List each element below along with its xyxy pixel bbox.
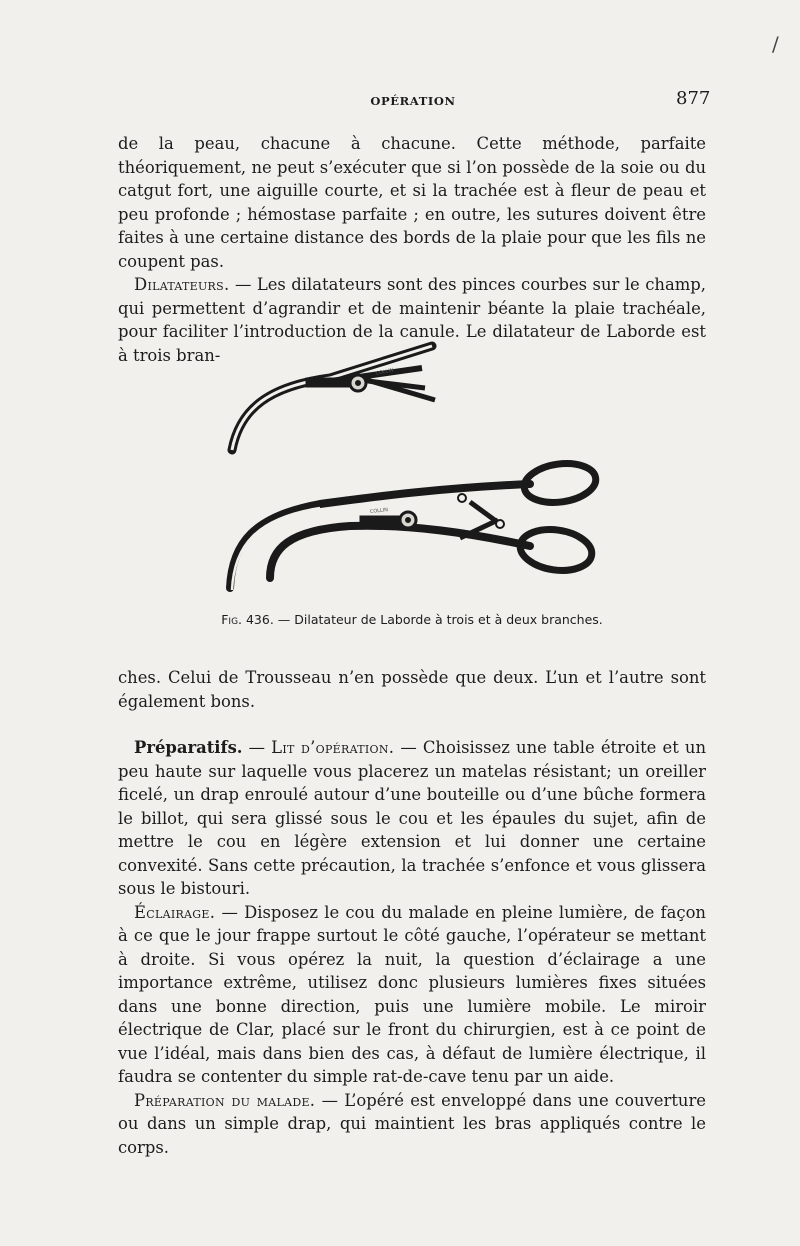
page-number: 877 (676, 88, 711, 109)
term-preparatifs: Préparatifs. (134, 738, 243, 757)
running-header: OPÉRATION (370, 94, 456, 108)
paragraph-preparatifs: Préparatifs. — Lit d’opération. — Choisissez une table étroite et un peu haute sur laquelle vous placerez un matelas résistant; un oreiller ficelé, un drap enroulé autour d’une bouteille ou d’une bûche formera le billot, qui sera glissé sous le cou et les épaules du sujet, afin de mettre le cou en légère extension et lui donner une certaine convexité. Sans cette précaution, la trachée s’enfonce et vous glissera sous le bistouri. (118, 738, 707, 898)
two-branch-dilator (230, 459, 598, 590)
term-preparation-malade: Préparation du malade. (134, 1090, 316, 1110)
section-preparatifs (118, 736, 706, 1159)
dilator-illustration (210, 338, 610, 608)
dilatateurs-text: — Les dilatateurs sont des pinces courbes sur le champ, qui permettent d’agrandir et de maintenir béante la plaie trachéale, pour faciliter l’introduction de la canule. Le dilatateur de Laborde est à trois bran- (118, 275, 706, 365)
preparation-malade-text: — L’opéré est enveloppé dans une couverture ou dans un simple drap, qui maintient les bras appliqués contre le corps. (118, 1090, 706, 1157)
preparatifs-text: — Choisissez une table étroite et un peu haute sur laquelle vous placerez un matelas résistant; un oreiller ficelé, un drap enroulé autour d’une bouteille ou d’une bûche formera le billot, qui sera glissé sous le cou et les épaules du sujet, afin de mettre le cou en légère extension et lui donner une certaine convexité. Sans cette précaution, la trachée s’enfonce et vous glissera sous le bistouri. (118, 738, 707, 898)
paragraph-trousseau (118, 666, 706, 713)
paragraph-trousseau-text: ches. Celui de Trousseau n’en possède que deux. L’un et l’autre sont également bons. (118, 668, 706, 711)
eclairage-text: — Disposez le cou du malade en pleine lumière, de façon à ce que le jour frappe surtout le côté gauche, l’opérateur se mettant à droite. Si vous opérez la nuit, la question d’éclairage a une importance extrême, utilisez donc plusieurs lumières fixes situées dans une bonne direction, puis une lumière mobile. Le miroir électrique de Clar, placé sur le front du chirurgien, est à ce point de vue l’idéal, mais dans bien des cas, à défaut de lumière électrique, il faudra se contenter du simple rat-de-cave tenu par un aide. (118, 902, 706, 1086)
term-lit-operation: Lit d’opération. (271, 738, 395, 757)
figure-caption-text: — Dilatateur de Laborde à trois et à deux branches. (273, 612, 603, 627)
engraving-top: COLLIN (375, 367, 395, 377)
paragraph-sutures (118, 132, 706, 367)
paragraph-preparation-malade (118, 1089, 706, 1160)
term-eclairage: Éclairage. (134, 902, 216, 922)
term-dilatateurs: Dilatateurs. (134, 275, 230, 294)
figure-caption (118, 612, 706, 627)
figure-label: Fig. 436. (221, 612, 274, 627)
engraving-bottom: COLLIN (369, 507, 389, 515)
margin-mark: / (772, 32, 779, 56)
paragraph-sutures-text: de la peau, chacune à chacune. Cette méthode, parfaite théoriquement, ne peut s’exécuter que si l’on possède de la soie ou du catgut fort, une aiguille courte, et si la trachée est à fleur de peau et peu profonde ; hémostase parfaite ; en outre, les sutures doivent être faites à une certaine distance des bords de la plaie pour que les fils ne coupent pas. (118, 134, 706, 271)
paragraph-eclairage (118, 901, 706, 1089)
three-branch-dilator (232, 346, 435, 450)
